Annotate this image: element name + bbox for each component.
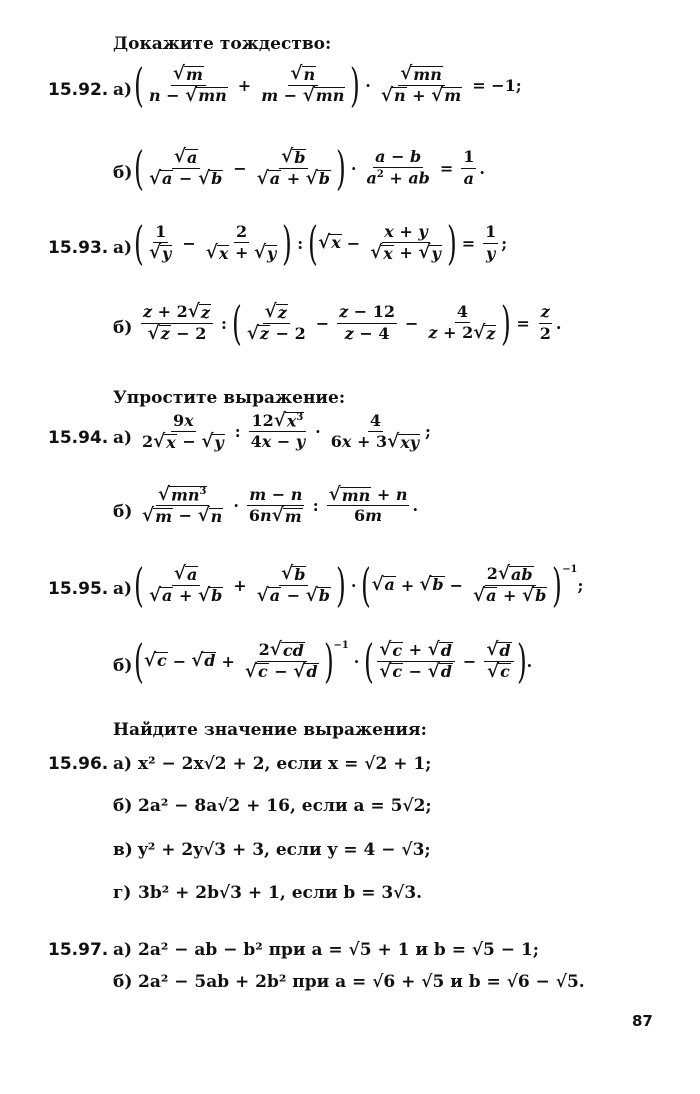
problem-number-15-94: 15.94. bbox=[48, 428, 109, 448]
section-heading-simplify: Упростите выражение: bbox=[113, 388, 346, 408]
expression-15-92-a: ( √ m n − √ mn + √ n m − √ mn ) · √ mn √ n + √ m = −1; bbox=[134, 58, 522, 112]
expression-15-97-b: 2a² − 5ab + 2b² при a = √6 + √5 и b = √6 − √5. bbox=[138, 972, 585, 992]
problem-number-15-96: 15.96. bbox=[48, 754, 109, 774]
expression-15-94-a: 9x 2 √ x − √ y : 12 √ $x^3$ 4x − y · 4 6x + 3 √ xy ; bbox=[142, 410, 431, 453]
expression-15-95-a: ( √ a √ a + √ b + √ b √ a − √ b ) · ( √ a + √ b − 2 √ ab √ a + √ b ) $^{-1}$ ; bbox=[134, 558, 584, 612]
problem-number-15-92: 15.92. bbox=[48, 80, 109, 100]
item-label: б) bbox=[113, 796, 133, 816]
expression-15-92-b: ( √ a √ a − √ b − √ b √ a + √ b ) · $\frac{a - b}{a^2 + ab}$ = $\frac{1}{a}$ . bbox=[134, 141, 485, 195]
item-label: б) bbox=[113, 656, 133, 676]
item-label: а) bbox=[113, 238, 133, 258]
expression-15-95-b: ( √ c − √ d + 2 √ cd √ c − √ d ) $^{-1}$ · ( √ c + √ d √ c − √ d − √ d √ c ) . bbox=[134, 634, 533, 688]
expression-15-96-a: x² − 2x√2 + 2, если x = √2 + 1; bbox=[138, 754, 432, 774]
item-label: г) bbox=[113, 883, 132, 903]
item-label: в) bbox=[113, 840, 133, 860]
expression-15-97-a: 2a² − ab − b² при a = √5 + 1 и b = √5 − 1; bbox=[138, 940, 540, 960]
expression-15-96-v: y² + 2y√3 + 3, если y = 4 − √3; bbox=[138, 840, 431, 860]
problem-number-15-95: 15.95. bbox=[48, 579, 109, 599]
item-label: б) bbox=[113, 163, 133, 183]
item-label: б) bbox=[113, 502, 133, 522]
expression-15-94-b: √ $mn^3$ √ m − √ n · m − n 6n √ m : √ mn + n 6m . bbox=[142, 484, 419, 527]
item-label: а) bbox=[113, 940, 133, 960]
problem-number-15-93: 15.93. bbox=[48, 238, 109, 258]
item-label: а) bbox=[113, 754, 133, 774]
problem-number-15-97: 15.97. bbox=[48, 940, 109, 960]
section-heading-prove: Докажите тождество: bbox=[113, 34, 332, 54]
expression-15-96-g: 3b² + 2b√3 + 1, если b = 3√3. bbox=[138, 883, 423, 903]
expression-15-93-b: z + 2 √ z √ z − 2 : ( √ z √ z − 2 − $\frac{z - 12}{z - 4}$ − 4 z + 2 √ z ) = $\frac{z}{2}$ . bbox=[143, 296, 562, 350]
item-label: а) bbox=[113, 428, 133, 448]
item-label: а) bbox=[113, 80, 133, 100]
item-label: б) bbox=[113, 318, 133, 338]
page-number: 87 bbox=[632, 1012, 653, 1030]
expression-15-96-b: 2a² − 8a√2 + 16, если a = 5√2; bbox=[138, 796, 432, 816]
item-label: б) bbox=[113, 972, 133, 992]
expression-15-93-a: ( 1 √ y − 2 √ x + √ y ) : ( √ x − x + y √ x + √ y ) = $\frac{1}{y}$ ; bbox=[134, 216, 508, 270]
item-label: а) bbox=[113, 579, 133, 599]
section-heading-find: Найдите значение выражения: bbox=[113, 720, 427, 740]
